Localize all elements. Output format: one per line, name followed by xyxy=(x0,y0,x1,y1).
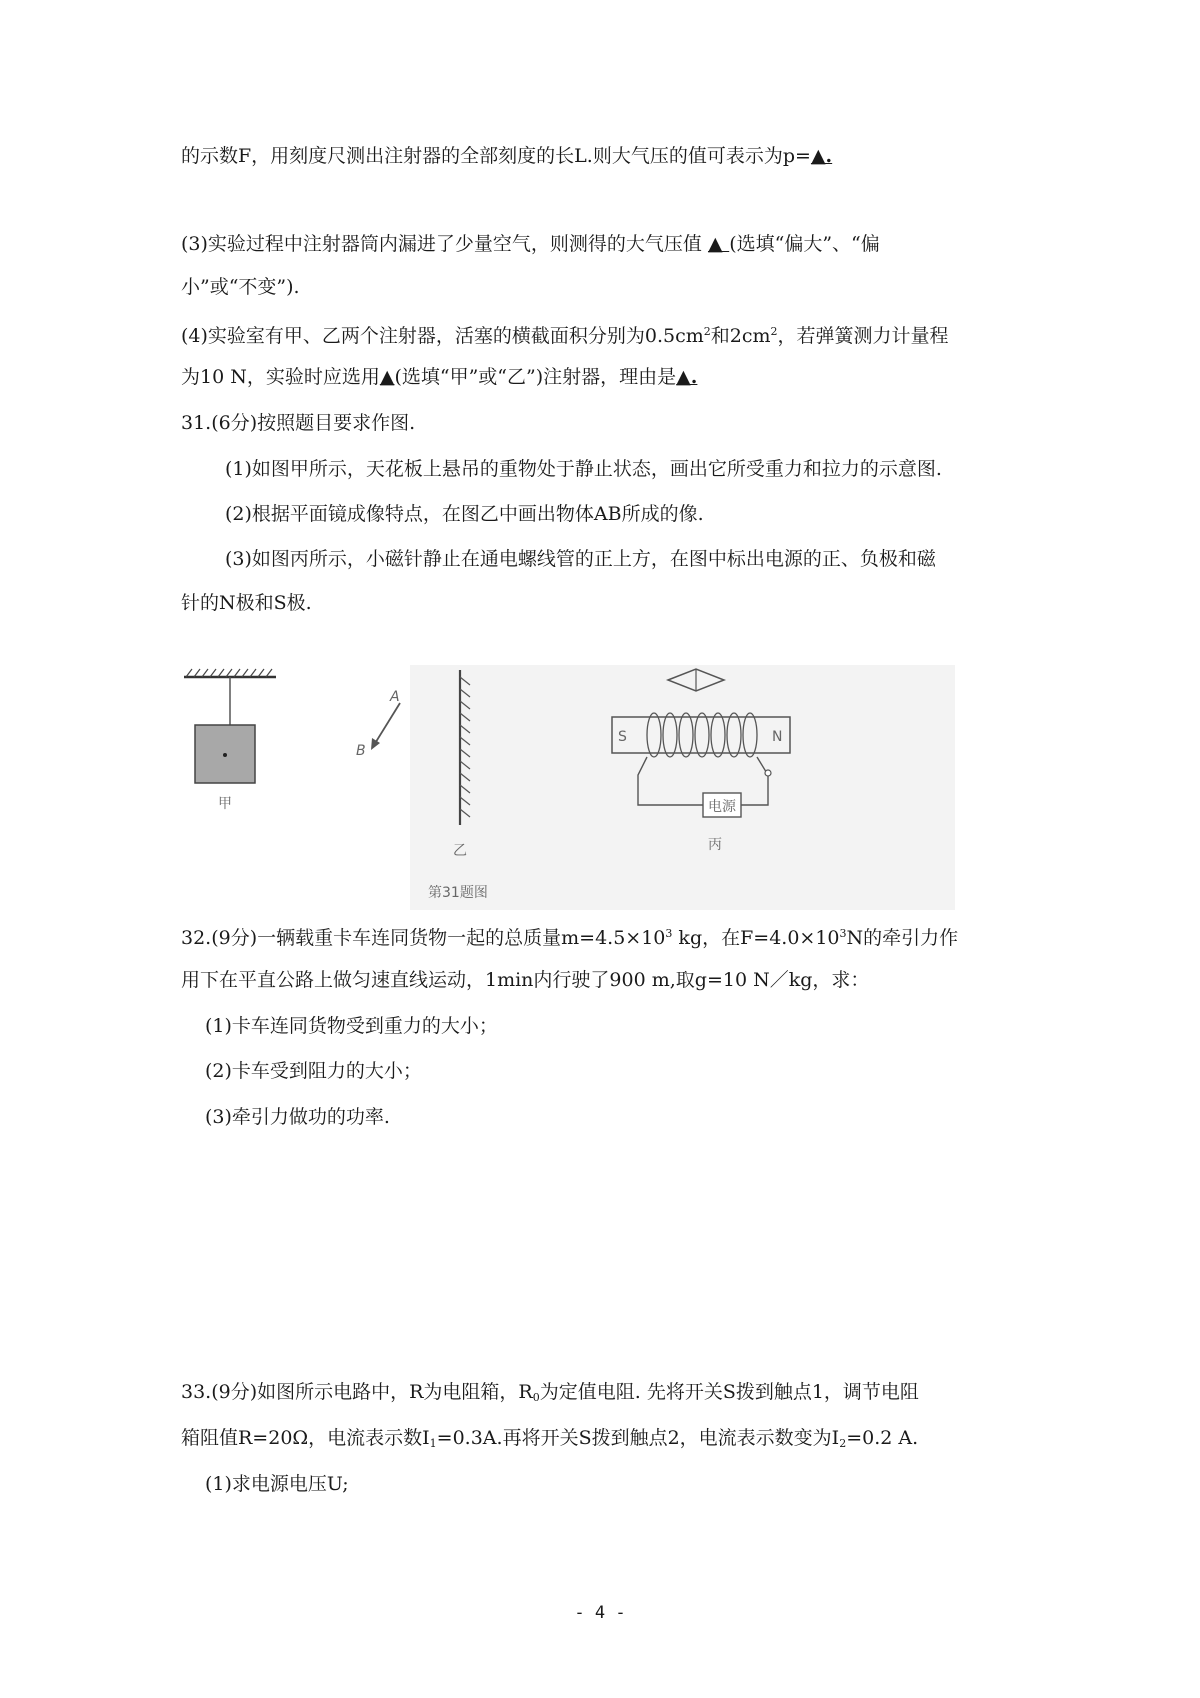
q33-line1 xyxy=(181,1379,919,1411)
object-ab-arrow xyxy=(374,703,400,745)
q30-part4-text-a: (4)实验室有甲、乙两个注射器，活塞的横截面积分别为0.5cm xyxy=(181,325,704,347)
q30-part4-blank2: ▲. xyxy=(676,366,698,388)
q30-part4-blank1: ▲ xyxy=(379,366,395,388)
q33-line1-b: 为定值电阻. 先将开关S拨到触点1，调节电阻 xyxy=(539,1381,919,1403)
q31-item1: (1)如图甲所示，天花板上悬吊的重物处于静止状态，画出它所受重力和拉力的示意图. xyxy=(225,458,942,480)
q32-line1 xyxy=(181,921,958,951)
q30-part4-line2-a: 为10 N，实验时应选用 xyxy=(181,366,380,388)
q30-part3-text: (3)实验过程中注射器筒内漏进了少量空气，则测得的大气压值 xyxy=(181,233,708,255)
q33-line2-c: =0.2 A. xyxy=(846,1427,919,1449)
arrow-head xyxy=(371,738,380,750)
q32-item2: (2)卡车受到阻力的大小； xyxy=(205,1060,422,1082)
label-bing: 丙 xyxy=(708,837,722,853)
q31-item2: (2)根据平面镜成像特点，在图乙中画出物体AB所成的像. xyxy=(225,503,704,525)
label-s: S xyxy=(618,729,627,745)
q30-part4-line2 xyxy=(181,364,697,390)
figure-caption: 第31题图 xyxy=(428,885,488,901)
q30-part3-line1 xyxy=(181,231,880,257)
wire-terminal xyxy=(765,770,771,776)
q33-line2-a: 箱阻值R=20Ω，电流表示数I xyxy=(181,1427,430,1449)
q32-line1-sup2: 3 xyxy=(839,927,847,940)
q32-line1-sup1: 3 xyxy=(665,927,673,940)
label-yi: 乙 xyxy=(453,843,467,859)
q32-line2: 用下在平直公路上做匀速直线运动，1min内行驶了900 m,取g=10 N／kg，求： xyxy=(181,969,870,991)
q30-part4-sup1: 2 xyxy=(703,325,711,338)
label-a: A xyxy=(390,689,400,705)
label-b: B xyxy=(356,743,366,759)
q30-part4-line1 xyxy=(181,319,949,349)
q32-line1-c: N的牵引力作 xyxy=(846,927,959,949)
q30-part3-blank: ▲ xyxy=(707,233,730,255)
q30-part3-line2: 小”或“不变”). xyxy=(181,276,300,298)
q30-part4-sup2: 2 xyxy=(770,325,778,338)
q32-item1: (1)卡车连同货物受到重力的大小； xyxy=(205,1015,498,1037)
q30-line1 xyxy=(181,143,832,169)
q33-line2-sub2: 2 xyxy=(839,1437,847,1450)
q33-line2-b: =0.3A.再将开关S拨到触点2，电流表示数变为I xyxy=(436,1427,840,1449)
q30-part4-text-b: 和2cm xyxy=(710,325,771,347)
page-number: - 4 - xyxy=(574,1603,626,1623)
q31-header: 31.(6分)按照题目要求作图. xyxy=(181,412,416,434)
q32-line1-a: 32.(9分)一辆载重卡车连同货物一起的总质量m=4.5×10 xyxy=(181,927,666,949)
q30-part4-text-c: ，若弹簧测力计量程 xyxy=(777,325,949,347)
label-n: N xyxy=(772,729,783,745)
figure-jia xyxy=(184,669,276,812)
q32-line1-b: kg，在F=4.0×10 xyxy=(672,927,840,949)
weight-center-dot xyxy=(223,753,227,757)
q33-line2-sub1: 1 xyxy=(429,1437,437,1450)
q30-part3-text-b: (选填“偏大”、“偏 xyxy=(729,233,880,255)
q30-line1-text: 的示数F，用刻度尺测出注射器的全部刻度的长L.则大气压的值可表示为p= xyxy=(181,145,811,167)
q32-item3: (3)牵引力做功的功率. xyxy=(205,1106,390,1128)
q30-blank: ▲. xyxy=(810,145,833,167)
label-power-source: 电源 xyxy=(708,799,736,815)
q33-line1-a: 33.(9分)如图所示电路中，R为电阻箱，R xyxy=(181,1381,533,1403)
label-jia: 甲 xyxy=(218,796,232,812)
figure-scan-background xyxy=(410,665,955,910)
q33-line2 xyxy=(181,1425,918,1457)
q30-part4-line2-b: (选填“甲”或“乙”)注射器，理由是 xyxy=(394,366,677,388)
q31-item3-line2: 针的N极和S极. xyxy=(181,592,312,614)
q31-figure xyxy=(178,665,1028,910)
q33-line1-sub: 0 xyxy=(532,1391,540,1404)
q31-item3-line1: (3)如图丙所示，小磁针静止在通电螺线管的正上方，在图中标出电源的正、负极和磁 xyxy=(225,548,936,570)
q33-item1: (1)求电源电压U; xyxy=(205,1473,349,1495)
